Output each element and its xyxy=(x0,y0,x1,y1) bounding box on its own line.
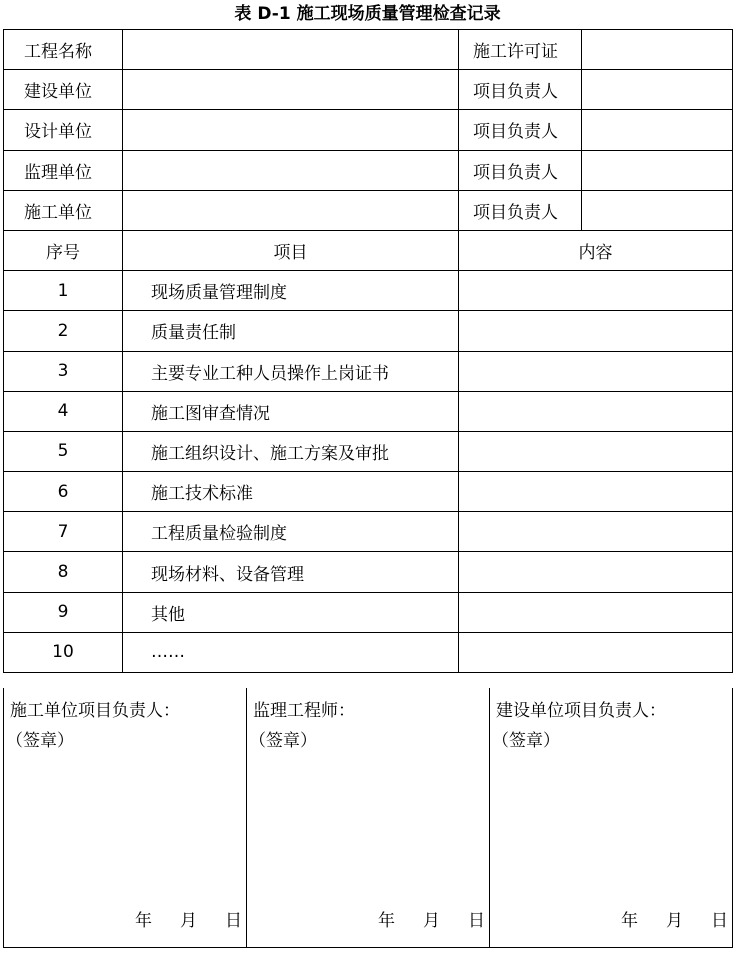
signature-box-supervisor[interactable] xyxy=(247,688,490,948)
row-item: …… xyxy=(123,632,459,672)
signature-date xyxy=(621,906,728,931)
table-row xyxy=(4,271,733,311)
row-content-field[interactable] xyxy=(459,472,733,512)
row-content-field[interactable] xyxy=(459,271,733,311)
date-day: 日 xyxy=(225,911,242,931)
row-content-field[interactable] xyxy=(459,391,733,431)
table-row xyxy=(4,431,733,471)
header-label: 施工单位 xyxy=(4,190,123,230)
signature-title: 建设单位项目负责人： xyxy=(496,701,666,721)
header-value-field[interactable] xyxy=(123,70,459,110)
header-label: 工程名称 xyxy=(4,30,123,70)
date-month: 月 xyxy=(666,911,683,931)
table-row xyxy=(4,512,733,552)
inspection-table xyxy=(3,29,733,673)
form-title: 表 D-1 施工现场质量管理检查记录 xyxy=(234,4,501,24)
header-value-field[interactable] xyxy=(123,110,459,150)
row-number: 6 xyxy=(4,472,123,512)
row-item: 施工图审查情况 xyxy=(123,391,459,431)
row-number: 1 xyxy=(4,271,123,311)
signature-table xyxy=(3,688,733,948)
table-row xyxy=(4,311,733,351)
row-number: 7 xyxy=(4,512,123,552)
row-content-field[interactable] xyxy=(459,552,733,592)
header-right-value-field[interactable] xyxy=(582,150,733,190)
signature-date xyxy=(135,906,242,931)
column-header-no: 序号 xyxy=(4,230,123,270)
header-right-value-field[interactable] xyxy=(582,110,733,150)
row-content-field[interactable] xyxy=(459,632,733,672)
table-row xyxy=(4,391,733,431)
header-row xyxy=(4,30,733,70)
signature-box-owner[interactable] xyxy=(490,688,733,948)
signature-stamp: （签章） xyxy=(249,731,317,751)
header-row xyxy=(4,70,733,110)
row-item: 主要专业工种人员操作上岗证书 xyxy=(123,351,459,391)
signature-date xyxy=(378,906,485,931)
row-number: 9 xyxy=(4,592,123,632)
row-content-field[interactable] xyxy=(459,431,733,471)
header-right-label: 施工许可证 xyxy=(459,30,582,70)
date-month: 月 xyxy=(180,911,197,931)
header-right-label: 项目负责人 xyxy=(459,190,582,230)
header-label: 建设单位 xyxy=(4,70,123,110)
header-right-value-field[interactable] xyxy=(582,190,733,230)
row-content-field[interactable] xyxy=(459,351,733,391)
header-right-label: 项目负责人 xyxy=(459,70,582,110)
header-right-label: 项目负责人 xyxy=(459,150,582,190)
header-value-field[interactable] xyxy=(123,190,459,230)
header-label: 监理单位 xyxy=(4,150,123,190)
header-right-value-field[interactable] xyxy=(582,70,733,110)
column-header-row xyxy=(4,230,733,270)
row-item: 其他 xyxy=(123,592,459,632)
table-row xyxy=(4,351,733,391)
table-row xyxy=(4,632,733,672)
row-item: 工程质量检验制度 xyxy=(123,512,459,552)
row-number: 4 xyxy=(4,391,123,431)
date-year: 年 xyxy=(378,911,395,931)
row-content-field[interactable] xyxy=(459,311,733,351)
date-day: 日 xyxy=(711,911,728,931)
date-month: 月 xyxy=(423,911,440,931)
row-number: 10 xyxy=(4,632,123,672)
column-header-content: 内容 xyxy=(459,230,733,270)
date-year: 年 xyxy=(135,911,152,931)
row-number: 3 xyxy=(4,351,123,391)
row-item: 质量责任制 xyxy=(123,311,459,351)
signature-title: 监理工程师： xyxy=(253,701,355,721)
header-value-field[interactable] xyxy=(123,150,459,190)
signature-stamp: （签章） xyxy=(6,731,74,751)
table-row xyxy=(4,592,733,632)
header-right-value-field[interactable] xyxy=(582,30,733,70)
signature-stamp: （签章） xyxy=(492,731,560,751)
row-item: 施工技术标准 xyxy=(123,472,459,512)
row-number: 8 xyxy=(4,552,123,592)
table-row xyxy=(4,552,733,592)
header-row xyxy=(4,110,733,150)
column-header-item: 项目 xyxy=(123,230,459,270)
signature-title: 施工单位项目负责人： xyxy=(10,701,180,721)
date-year: 年 xyxy=(621,911,638,931)
signature-box-contractor[interactable] xyxy=(4,688,247,948)
row-item: 现场质量管理制度 xyxy=(123,271,459,311)
row-content-field[interactable] xyxy=(459,512,733,552)
table-row xyxy=(4,472,733,512)
row-content-field[interactable] xyxy=(459,592,733,632)
header-row xyxy=(4,150,733,190)
row-number: 5 xyxy=(4,431,123,471)
header-label: 设计单位 xyxy=(4,110,123,150)
header-row xyxy=(4,190,733,230)
row-number: 2 xyxy=(4,311,123,351)
row-item: 施工组织设计、施工方案及审批 xyxy=(123,431,459,471)
date-day: 日 xyxy=(468,911,485,931)
header-right-label: 项目负责人 xyxy=(459,110,582,150)
row-item: 现场材料、设备管理 xyxy=(123,552,459,592)
header-value-field[interactable] xyxy=(123,30,459,70)
